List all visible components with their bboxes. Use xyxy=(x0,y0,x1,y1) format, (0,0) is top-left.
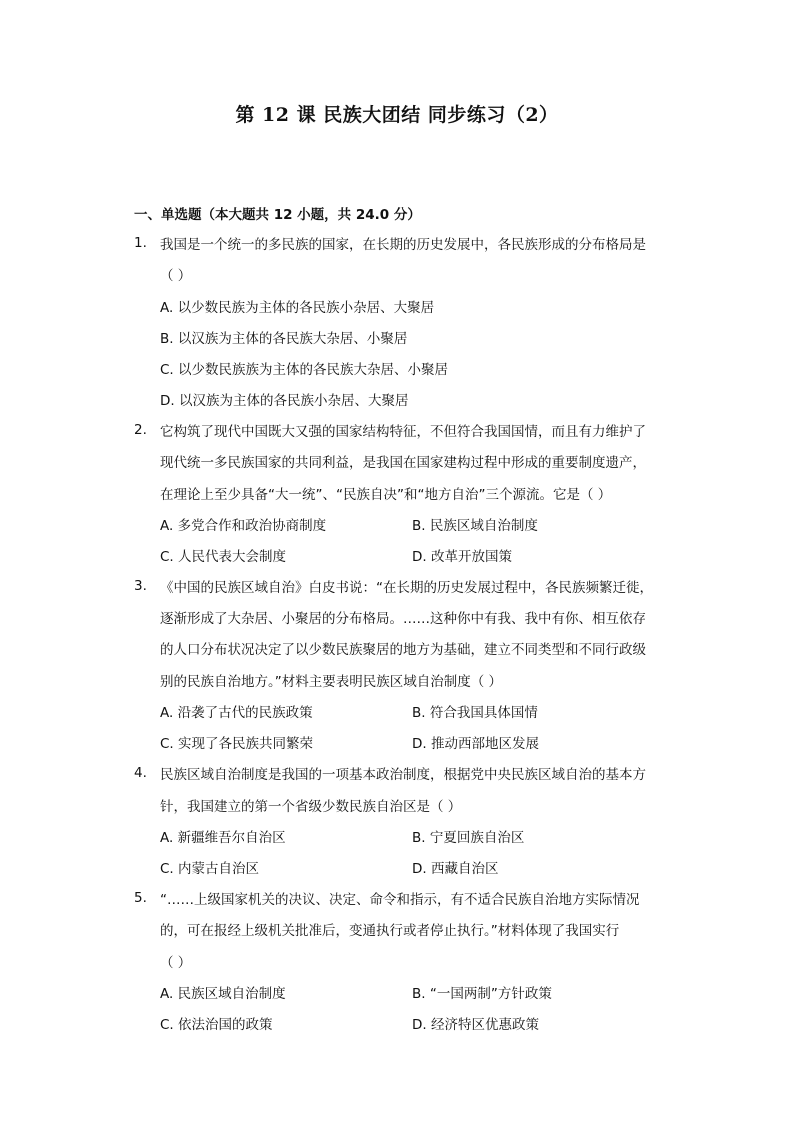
question-1-number: 1. xyxy=(134,235,147,251)
question-3-option-d[interactable]: D. 推动西部地区发展 xyxy=(412,736,539,752)
question-5-option-c[interactable]: C. 依法治国的政策 xyxy=(160,1017,273,1033)
question-2-option-a[interactable]: A. 多党合作和政治协商制度 xyxy=(160,518,327,534)
question-3-number: 3. xyxy=(134,578,147,594)
question-2-number: 2. xyxy=(134,422,147,438)
question-3-line-1: 《中国的民族区域自治》白皮书说：“在长期的历史发展过程中，各民族频繁迁徙， xyxy=(160,580,653,596)
question-1-option-a[interactable]: A. 以少数民族为主体的各民族小杂居、大聚居 xyxy=(160,300,435,316)
question-2-line-3: 在理论上至少具备“大一统”、“民族自决”和“地方自治”三个源流。它是（ ） xyxy=(160,487,612,503)
question-4-number: 4. xyxy=(134,765,147,781)
question-5-line-3: （ ） xyxy=(160,955,192,971)
question-1-line-1: 我国是一个统一的多民族的国家，在长期的历史发展中，各民族形成的分布格局是 xyxy=(160,237,646,253)
question-3-option-b[interactable]: B. 符合我国具体国情 xyxy=(412,705,538,721)
question-1-option-c[interactable]: C. 以少数民族族为主体的各民族大杂居、小聚居 xyxy=(160,362,449,378)
question-3-option-c[interactable]: C. 实现了各民族共同繁荣 xyxy=(160,736,314,752)
question-3-line-4: 别的民族自治地方。”材料主要表明民族区域自治制度（ ） xyxy=(160,674,503,690)
section-header: 一、单选题（本大题共 12 小题，共 24.0 分） xyxy=(134,207,421,223)
question-5-number: 5. xyxy=(134,890,147,906)
question-5-option-b[interactable]: B. “一国两制”方针政策 xyxy=(412,986,552,1002)
question-4-option-c[interactable]: C. 内蒙古自治区 xyxy=(160,861,260,877)
question-1-line-2: （ ） xyxy=(160,268,192,284)
page-title: 第 12 课 民族大团结 同步练习（2） xyxy=(235,104,559,126)
question-2-line-1: 它构筑了现代中国既大又强的国家结构特征，不但符合我国国情，而且有力维护了 xyxy=(160,424,646,440)
question-3-option-a[interactable]: A. 沿袭了古代的民族政策 xyxy=(160,705,313,721)
question-5-option-d[interactable]: D. 经济特区优惠政策 xyxy=(412,1017,539,1033)
question-1-option-b[interactable]: B. 以汉族为主体的各民族大杂居、小聚居 xyxy=(160,331,408,347)
question-2-option-b[interactable]: B. 民族区域自治制度 xyxy=(412,518,538,534)
question-4-option-d[interactable]: D. 西藏自治区 xyxy=(412,861,499,877)
question-2-line-2: 现代统一多民族国家的共同利益，是我国在国家建构过程中形成的重要制度遗产， xyxy=(160,455,646,471)
question-3-line-2: 逐渐形成了大杂居、小聚居的分布格局。……这种你中有我、我中有你、相互依存 xyxy=(160,611,646,627)
question-4-option-a[interactable]: A. 新疆维吾尔自治区 xyxy=(160,830,286,846)
question-4-line-1: 民族区域自治制度是我国的一项基本政治制度，根据党中央民族区域自治的基本方 xyxy=(160,767,646,783)
question-5-line-2: 的，可在报经上级机关批准后，变通执行或者停止执行。”材料体现了我国实行 xyxy=(160,923,620,939)
question-3-line-3: 的人口分布状况决定了以少数民族聚居的地方为基础，建立不同类型和不同行政级 xyxy=(160,642,646,658)
question-5-line-1: “……上级国家机关的决议、决定、命令和指示，有不适合民族自治地方实际情况 xyxy=(160,892,640,908)
question-4-line-2: 针，我国建立的第一个省级少数民族自治区是（ ） xyxy=(160,799,462,815)
question-2-option-d[interactable]: D. 改革开放国策 xyxy=(412,549,512,565)
question-1-option-d[interactable]: D. 以汉族为主体的各民族小杂居、大聚居 xyxy=(160,393,409,409)
question-4-option-b[interactable]: B. 宁夏回族自治区 xyxy=(412,830,525,846)
question-2-option-c[interactable]: C. 人民代表大会制度 xyxy=(160,549,287,565)
question-5-option-a[interactable]: A. 民族区域自治制度 xyxy=(160,986,286,1002)
